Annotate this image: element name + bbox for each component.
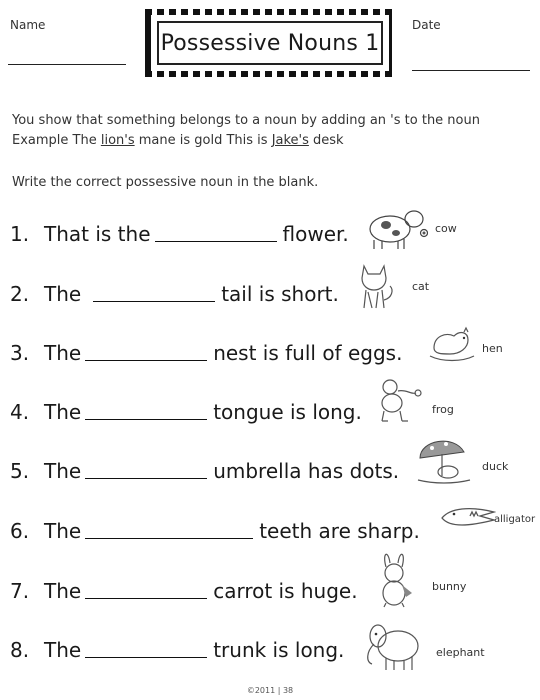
question-lead: The	[44, 282, 82, 306]
question-rest: nest is full of eggs.	[213, 341, 403, 365]
title-frame	[145, 9, 395, 77]
answer-blank[interactable]	[85, 537, 253, 539]
question-lead: The	[44, 519, 82, 543]
animal-label: cat	[412, 280, 430, 293]
question-rest: flower.	[282, 222, 349, 246]
question-number: 2.	[10, 282, 30, 306]
instruction-text: Write the correct possessive noun in the blank.	[12, 175, 319, 190]
footer-copyright: ©2011 | 38	[246, 686, 294, 695]
answer-blank[interactable]	[85, 418, 207, 420]
animal-label: bunny	[432, 580, 467, 593]
cat-icon	[356, 260, 396, 312]
question-2	[10, 272, 339, 306]
answer-blank[interactable]	[85, 359, 207, 361]
answer-blank[interactable]	[85, 597, 207, 599]
question-rest: carrot is huge.	[213, 579, 358, 603]
question-lead: The	[44, 341, 82, 365]
example-mid: mane is gold This is	[134, 133, 272, 148]
question-7	[10, 569, 358, 603]
animal-label: duck	[482, 460, 509, 473]
question-number: 6.	[10, 519, 30, 543]
name-line[interactable]	[8, 64, 126, 65]
example-suffix: desk	[308, 133, 344, 148]
question-5	[10, 449, 399, 483]
duck-icon	[414, 432, 474, 484]
question-lead: The	[44, 459, 82, 483]
frog-icon	[376, 377, 424, 423]
answer-blank[interactable]	[85, 477, 207, 479]
hen-icon	[428, 326, 478, 364]
question-rest: trunk is long.	[213, 638, 345, 662]
question-number: 1.	[10, 222, 30, 246]
example-text	[12, 133, 344, 148]
answer-blank[interactable]	[93, 300, 215, 302]
example-word-lion: lion's	[100, 133, 135, 148]
question-number: 5.	[10, 459, 30, 483]
question-rest: tail is short.	[221, 282, 339, 306]
question-1	[10, 212, 349, 246]
date-label: Date	[412, 18, 441, 32]
question-rest: umbrella has dots.	[213, 459, 400, 483]
example-word-jake: Jake's	[271, 133, 309, 148]
page-title: Possessive Nouns 1	[157, 21, 383, 65]
question-lead: That is the	[44, 222, 151, 246]
question-lead: The	[44, 638, 82, 662]
animal-label: elephant	[436, 646, 485, 659]
question-8	[10, 628, 344, 662]
animal-label: cow	[435, 222, 457, 235]
answer-blank[interactable]	[85, 656, 207, 658]
question-3	[10, 331, 402, 365]
question-rest: tongue is long.	[213, 400, 362, 424]
cow-icon	[364, 203, 428, 251]
bunny-icon	[374, 549, 418, 609]
intro-text: You show that something belongs to a noun by adding an 's to the noun	[12, 113, 480, 128]
question-6	[10, 509, 420, 543]
animal-label: frog	[432, 403, 454, 416]
question-4	[10, 390, 362, 424]
question-lead: The	[44, 579, 82, 603]
question-number: 7.	[10, 579, 30, 603]
animal-label: alligator	[494, 514, 536, 525]
question-number: 3.	[10, 341, 30, 365]
answer-blank[interactable]	[155, 240, 277, 242]
question-lead: The	[44, 400, 82, 424]
question-rest: teeth are sharp.	[259, 519, 420, 543]
date-line[interactable]	[412, 70, 530, 71]
name-label: Name	[10, 18, 46, 32]
question-number: 4.	[10, 400, 30, 424]
question-number: 8.	[10, 638, 30, 662]
animal-label: hen	[482, 342, 503, 355]
example-prefix: Example The	[12, 133, 101, 148]
elephant-icon	[360, 618, 426, 674]
alligator-icon	[440, 502, 496, 534]
